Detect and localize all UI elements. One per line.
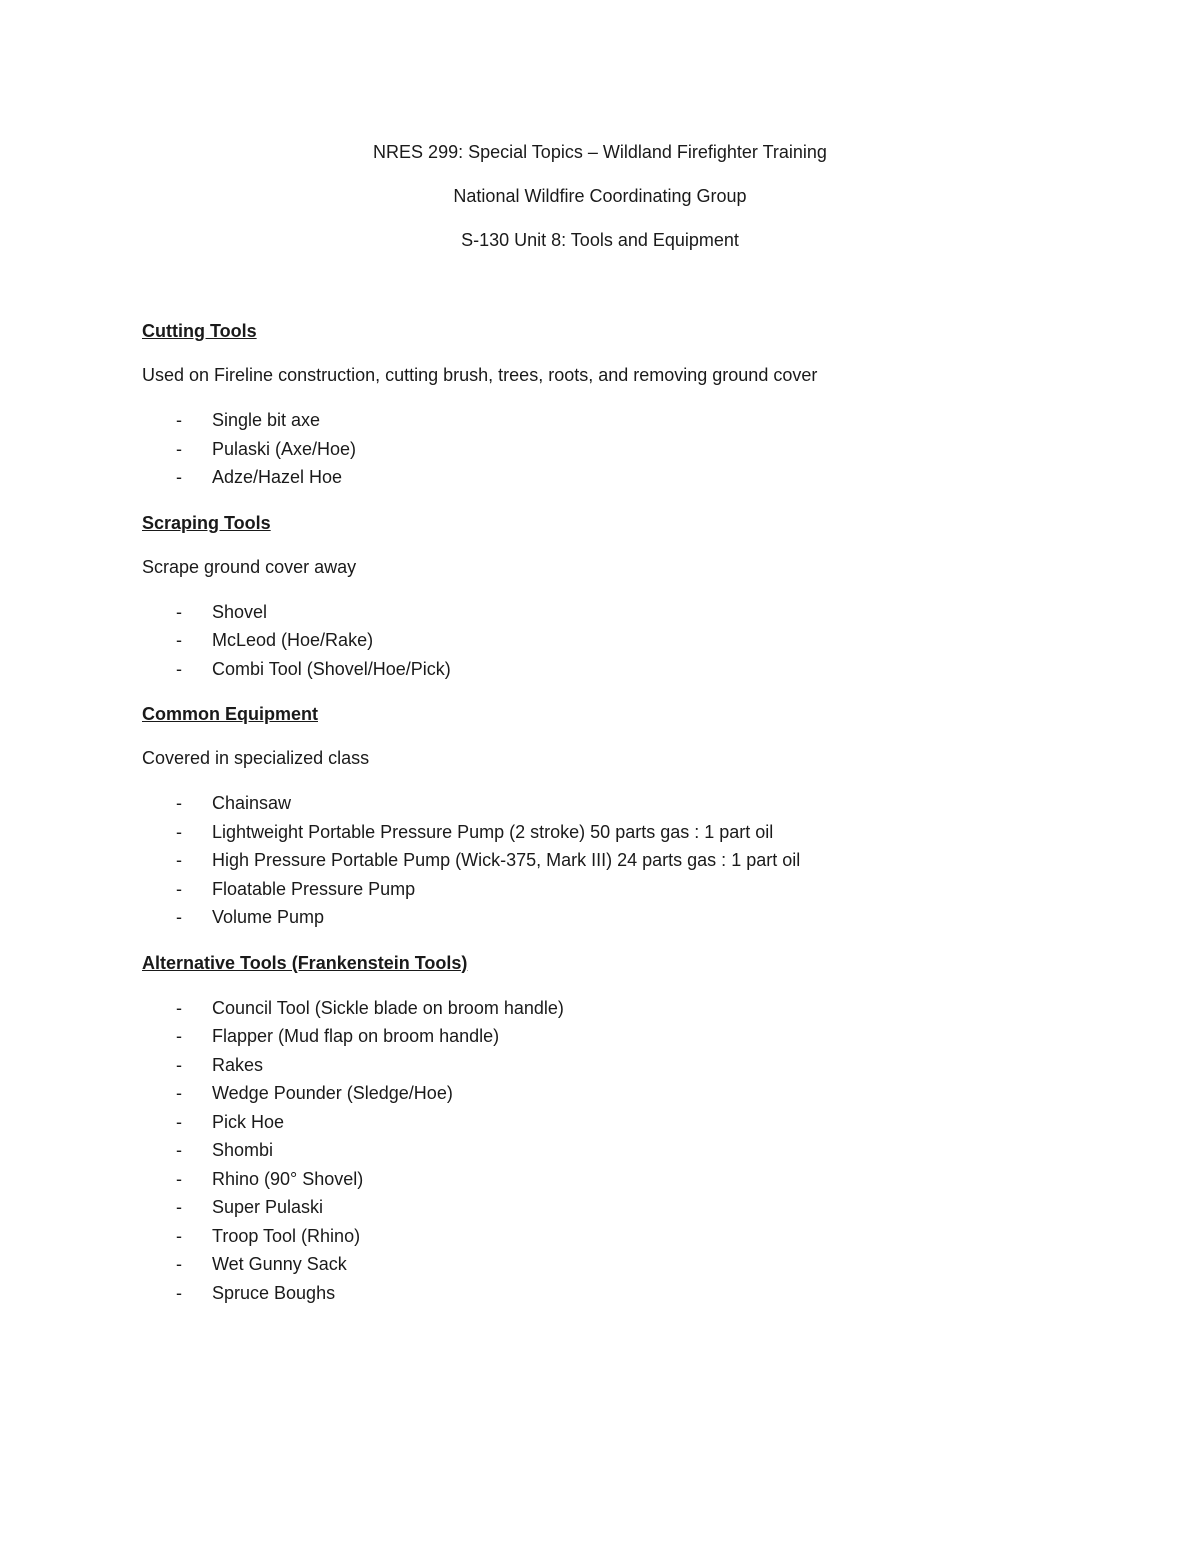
item-list: [142, 406, 1062, 492]
list-item-text: Wet Gunny Sack: [212, 1254, 347, 1274]
list-item-text: Lightweight Portable Pressure Pump (2 stroke) 50 parts gas : 1 part oil: [212, 821, 774, 842]
bullet-dash: -: [176, 997, 182, 1018]
list-item: [142, 406, 1062, 435]
list-item-text: Wedge Pounder (Sledge/Hoe): [212, 1083, 453, 1103]
list-item-text: Shombi: [212, 1140, 274, 1160]
bullet-dash: -: [176, 821, 182, 842]
section-description: Scrape ground cover away: [142, 556, 357, 577]
bullet-dash: -: [176, 410, 182, 430]
section-description: Used on Fireline construction, cutting brush, trees, roots, and removing ground cover: [142, 365, 818, 385]
bullet-dash: -: [176, 1254, 182, 1274]
bullet-dash: -: [176, 793, 182, 813]
unit-title: S-130 Unit 8: Tools and Equipment: [461, 230, 739, 250]
section-common-equipment: [142, 701, 1062, 932]
list-item: [142, 1279, 1062, 1308]
list-item-text: Council Tool (Sickle blade on broom handle): [212, 997, 564, 1018]
list-item: [142, 1051, 1062, 1080]
list-item-text: Rhino (90° Shovel): [212, 1168, 364, 1189]
list-item: [142, 435, 1062, 464]
list-item-text: Flapper (Mud flap on broom handle): [212, 1026, 500, 1046]
bullet-dash: -: [176, 658, 182, 679]
list-item: [142, 875, 1062, 904]
list-item-text: Combi Tool (Shovel/Hoe/Pick): [212, 658, 451, 679]
list-item-text: McLeod (Hoe/Rake): [212, 630, 374, 650]
list-item: [142, 1108, 1062, 1137]
bullet-dash: -: [176, 1282, 182, 1303]
section-heading: Alternative Tools (Frankenstein Tools): [142, 952, 468, 973]
bullet-dash: -: [176, 850, 182, 870]
list-item: [142, 1250, 1062, 1279]
list-item: [142, 846, 1062, 875]
bullet-dash: -: [176, 630, 182, 650]
list-item: [142, 463, 1062, 492]
bullet-dash: -: [176, 907, 182, 927]
list-item: [142, 903, 1062, 932]
section-cutting-tools: [142, 318, 1062, 492]
section-heading: Scraping Tools: [142, 512, 271, 533]
list-item-text: Pulaski (Axe/Hoe): [212, 438, 357, 459]
list-item: [142, 1193, 1062, 1222]
list-item-text: Volume Pump: [212, 907, 325, 927]
list-item-text: Rakes: [212, 1054, 264, 1075]
bullet-dash: -: [176, 1168, 182, 1189]
section-heading: Cutting Tools: [142, 321, 257, 341]
list-item: [142, 1136, 1062, 1165]
list-item: [142, 626, 1062, 655]
list-item: [142, 818, 1062, 847]
list-item: [142, 789, 1062, 818]
list-item: [142, 1079, 1062, 1108]
list-item-text: Chainsaw: [212, 793, 292, 813]
list-item-text: Shovel: [212, 601, 268, 622]
section-alternative-tools: [142, 950, 1062, 1308]
list-item-text: Spruce Boughs: [212, 1282, 336, 1303]
bullet-dash: -: [176, 1225, 182, 1246]
list-item: [142, 598, 1062, 627]
document-header: [0, 140, 1200, 272]
list-item-text: Floatable Pressure Pump: [212, 878, 416, 899]
list-item-text: Pick Hoe: [212, 1111, 285, 1132]
bullet-dash: -: [176, 1054, 182, 1075]
list-item-text: Adze/Hazel Hoe: [212, 467, 343, 487]
list-item-text: Troop Tool (Rhino): [212, 1225, 361, 1246]
bullet-dash: -: [176, 1083, 182, 1103]
section-description: Covered in specialized class: [142, 748, 370, 768]
list-item-text: Super Pulaski: [212, 1197, 324, 1217]
course-title: NRES 299: Special Topics – Wildland Firefighter Training: [373, 142, 827, 162]
bullet-dash: -: [176, 1026, 182, 1046]
list-item: [142, 1022, 1062, 1051]
bullet-dash: -: [176, 1140, 182, 1160]
bullet-dash: -: [176, 1197, 182, 1217]
bullet-dash: -: [176, 1111, 182, 1132]
list-item: [142, 1222, 1062, 1251]
bullet-dash: -: [176, 467, 182, 487]
list-item: [142, 1165, 1062, 1194]
list-item: [142, 994, 1062, 1023]
list-item: [142, 655, 1062, 684]
section-heading: Common Equipment: [142, 704, 318, 724]
item-list: [142, 598, 1062, 684]
document-body: [142, 318, 1062, 1325]
bullet-dash: -: [176, 438, 182, 459]
bullet-dash: -: [176, 878, 182, 899]
section-scraping-tools: [142, 510, 1062, 684]
item-list: [142, 789, 1062, 932]
organization-name: National Wildfire Coordinating Group: [453, 186, 747, 206]
bullet-dash: -: [176, 601, 182, 622]
item-list: [142, 994, 1062, 1308]
list-item-text: High Pressure Portable Pump (Wick-375, Mark III) 24 parts gas : 1 part oil: [212, 850, 801, 870]
list-item-text: Single bit axe: [212, 410, 321, 430]
